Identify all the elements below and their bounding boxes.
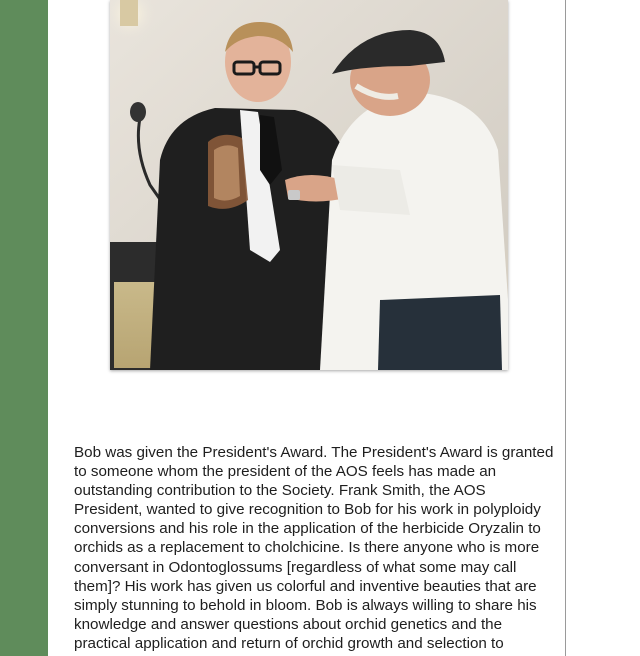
page-edge-rule	[565, 0, 566, 656]
award-presentation-photo	[110, 0, 508, 370]
left-green-band	[0, 0, 48, 656]
article-paragraph: Bob was given the President's Award. The President's Award is granted to someone whom the president of the AOS feels has made an outstanding contribution to the Society. Frank Smith, the AOS President, wanted to give recognition to Bob for his work in polyploidy conversions and his role in the application of the herbicide Oryzalin to orchids as a replacement to cholchicine. Is there anyone who is more conversant in Odontoglossums [regardless of what some may call them]? His work has given us colorful and inventive beauties that are simply stunning to behold in bloom. Bob is always willing to share his knowledge and answer questions about orchid genetics and the practical application and return of orchid growth and selection to	[74, 444, 554, 652]
